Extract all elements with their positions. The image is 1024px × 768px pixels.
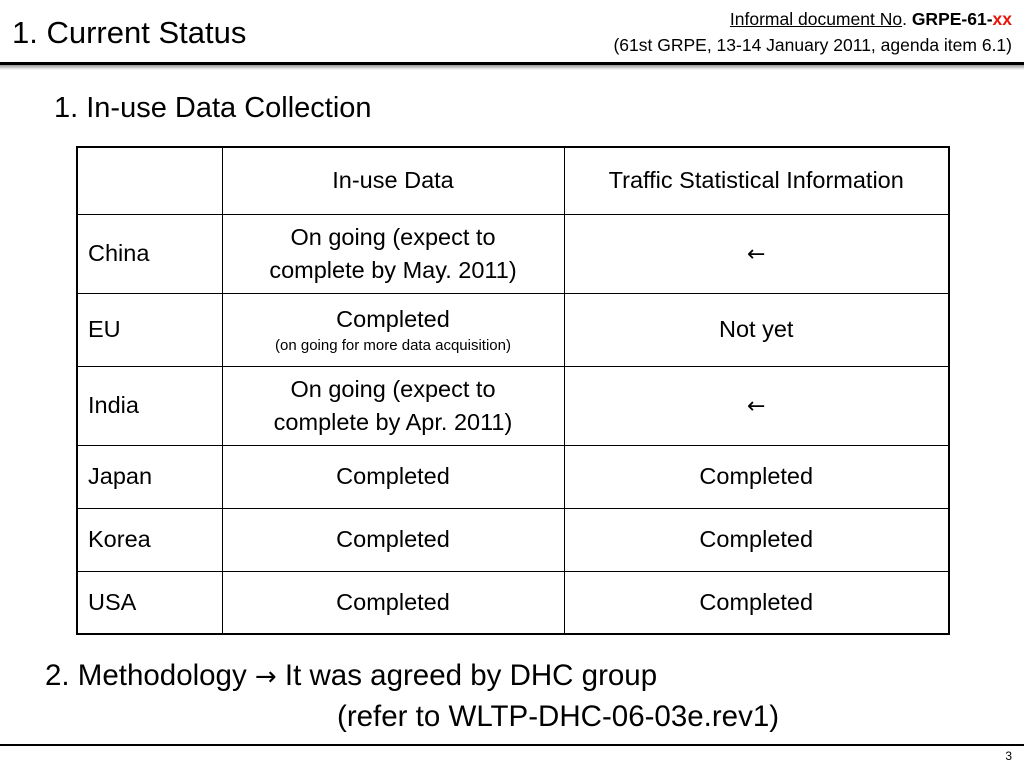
traffic-cell <box>564 366 949 445</box>
document-reference <box>613 6 1012 58</box>
inuse-text-line: Completed <box>336 306 450 332</box>
inuse-cell: Completed <box>222 445 564 508</box>
table-header-empty <box>77 147 222 214</box>
inuse-note: (on going for more data acquisition) <box>275 337 511 354</box>
methodology-prefix: 2. Methodology <box>45 659 255 692</box>
inuse-cell <box>222 293 564 366</box>
left-arrow-icon: ← <box>747 393 766 419</box>
page-title: 1. Current Status <box>12 15 247 50</box>
inuse-text-line: complete by May. 2011) <box>269 256 517 283</box>
methodology-statement: It was agreed by DHC group <box>276 659 658 692</box>
inuse-cell: Completed <box>222 508 564 571</box>
document-number-line <box>613 6 1012 32</box>
inuse-text-line: On going (expect to <box>290 375 496 402</box>
region-cell: India <box>77 366 222 445</box>
document-code-suffix: xx <box>992 9 1012 29</box>
table-header-inuse: In-use Data <box>222 147 564 214</box>
document-code: GRPE-61- <box>911 9 993 29</box>
document-separator: . <box>902 9 912 29</box>
section-heading: 1. In-use Data Collection <box>54 92 372 124</box>
table-row <box>77 366 949 445</box>
methodology-reference: (refer to WLTP-DHC-06-03e.rev1) <box>337 700 780 733</box>
page-number: 3 <box>1005 749 1012 763</box>
header-divider-shadow <box>0 65 1024 70</box>
document-label: Informal document No <box>729 9 903 29</box>
table-row <box>77 508 949 571</box>
status-table <box>76 146 950 635</box>
region-cell: China <box>77 214 222 293</box>
traffic-cell <box>564 214 949 293</box>
table-row <box>77 214 949 293</box>
document-meeting-info: (61st GRPE, 13-14 January 2011, agenda item 6.1) <box>613 35 1012 55</box>
region-cell: Korea <box>77 508 222 571</box>
inuse-text-line: complete by Apr. 2011) <box>273 408 513 435</box>
table-row <box>77 571 949 634</box>
inuse-cell <box>222 366 564 445</box>
inuse-text-line: On going (expect to <box>290 223 496 250</box>
table-header-row <box>77 147 949 214</box>
table-row <box>77 445 949 508</box>
left-arrow-icon: ← <box>747 241 766 267</box>
traffic-cell: Not yet <box>564 293 949 366</box>
inuse-cell <box>222 214 564 293</box>
region-cell: Japan <box>77 445 222 508</box>
traffic-cell: Completed <box>564 445 949 508</box>
footer-divider <box>0 744 1024 746</box>
region-cell: EU <box>77 293 222 366</box>
table-header-traffic: Traffic Statistical Information <box>564 147 949 214</box>
inuse-cell: Completed <box>222 571 564 634</box>
methodology-line <box>45 657 657 696</box>
table-row <box>77 293 949 366</box>
traffic-cell: Completed <box>564 571 949 634</box>
region-cell: USA <box>77 571 222 634</box>
traffic-cell: Completed <box>564 508 949 571</box>
right-arrow-icon: → <box>254 662 277 692</box>
